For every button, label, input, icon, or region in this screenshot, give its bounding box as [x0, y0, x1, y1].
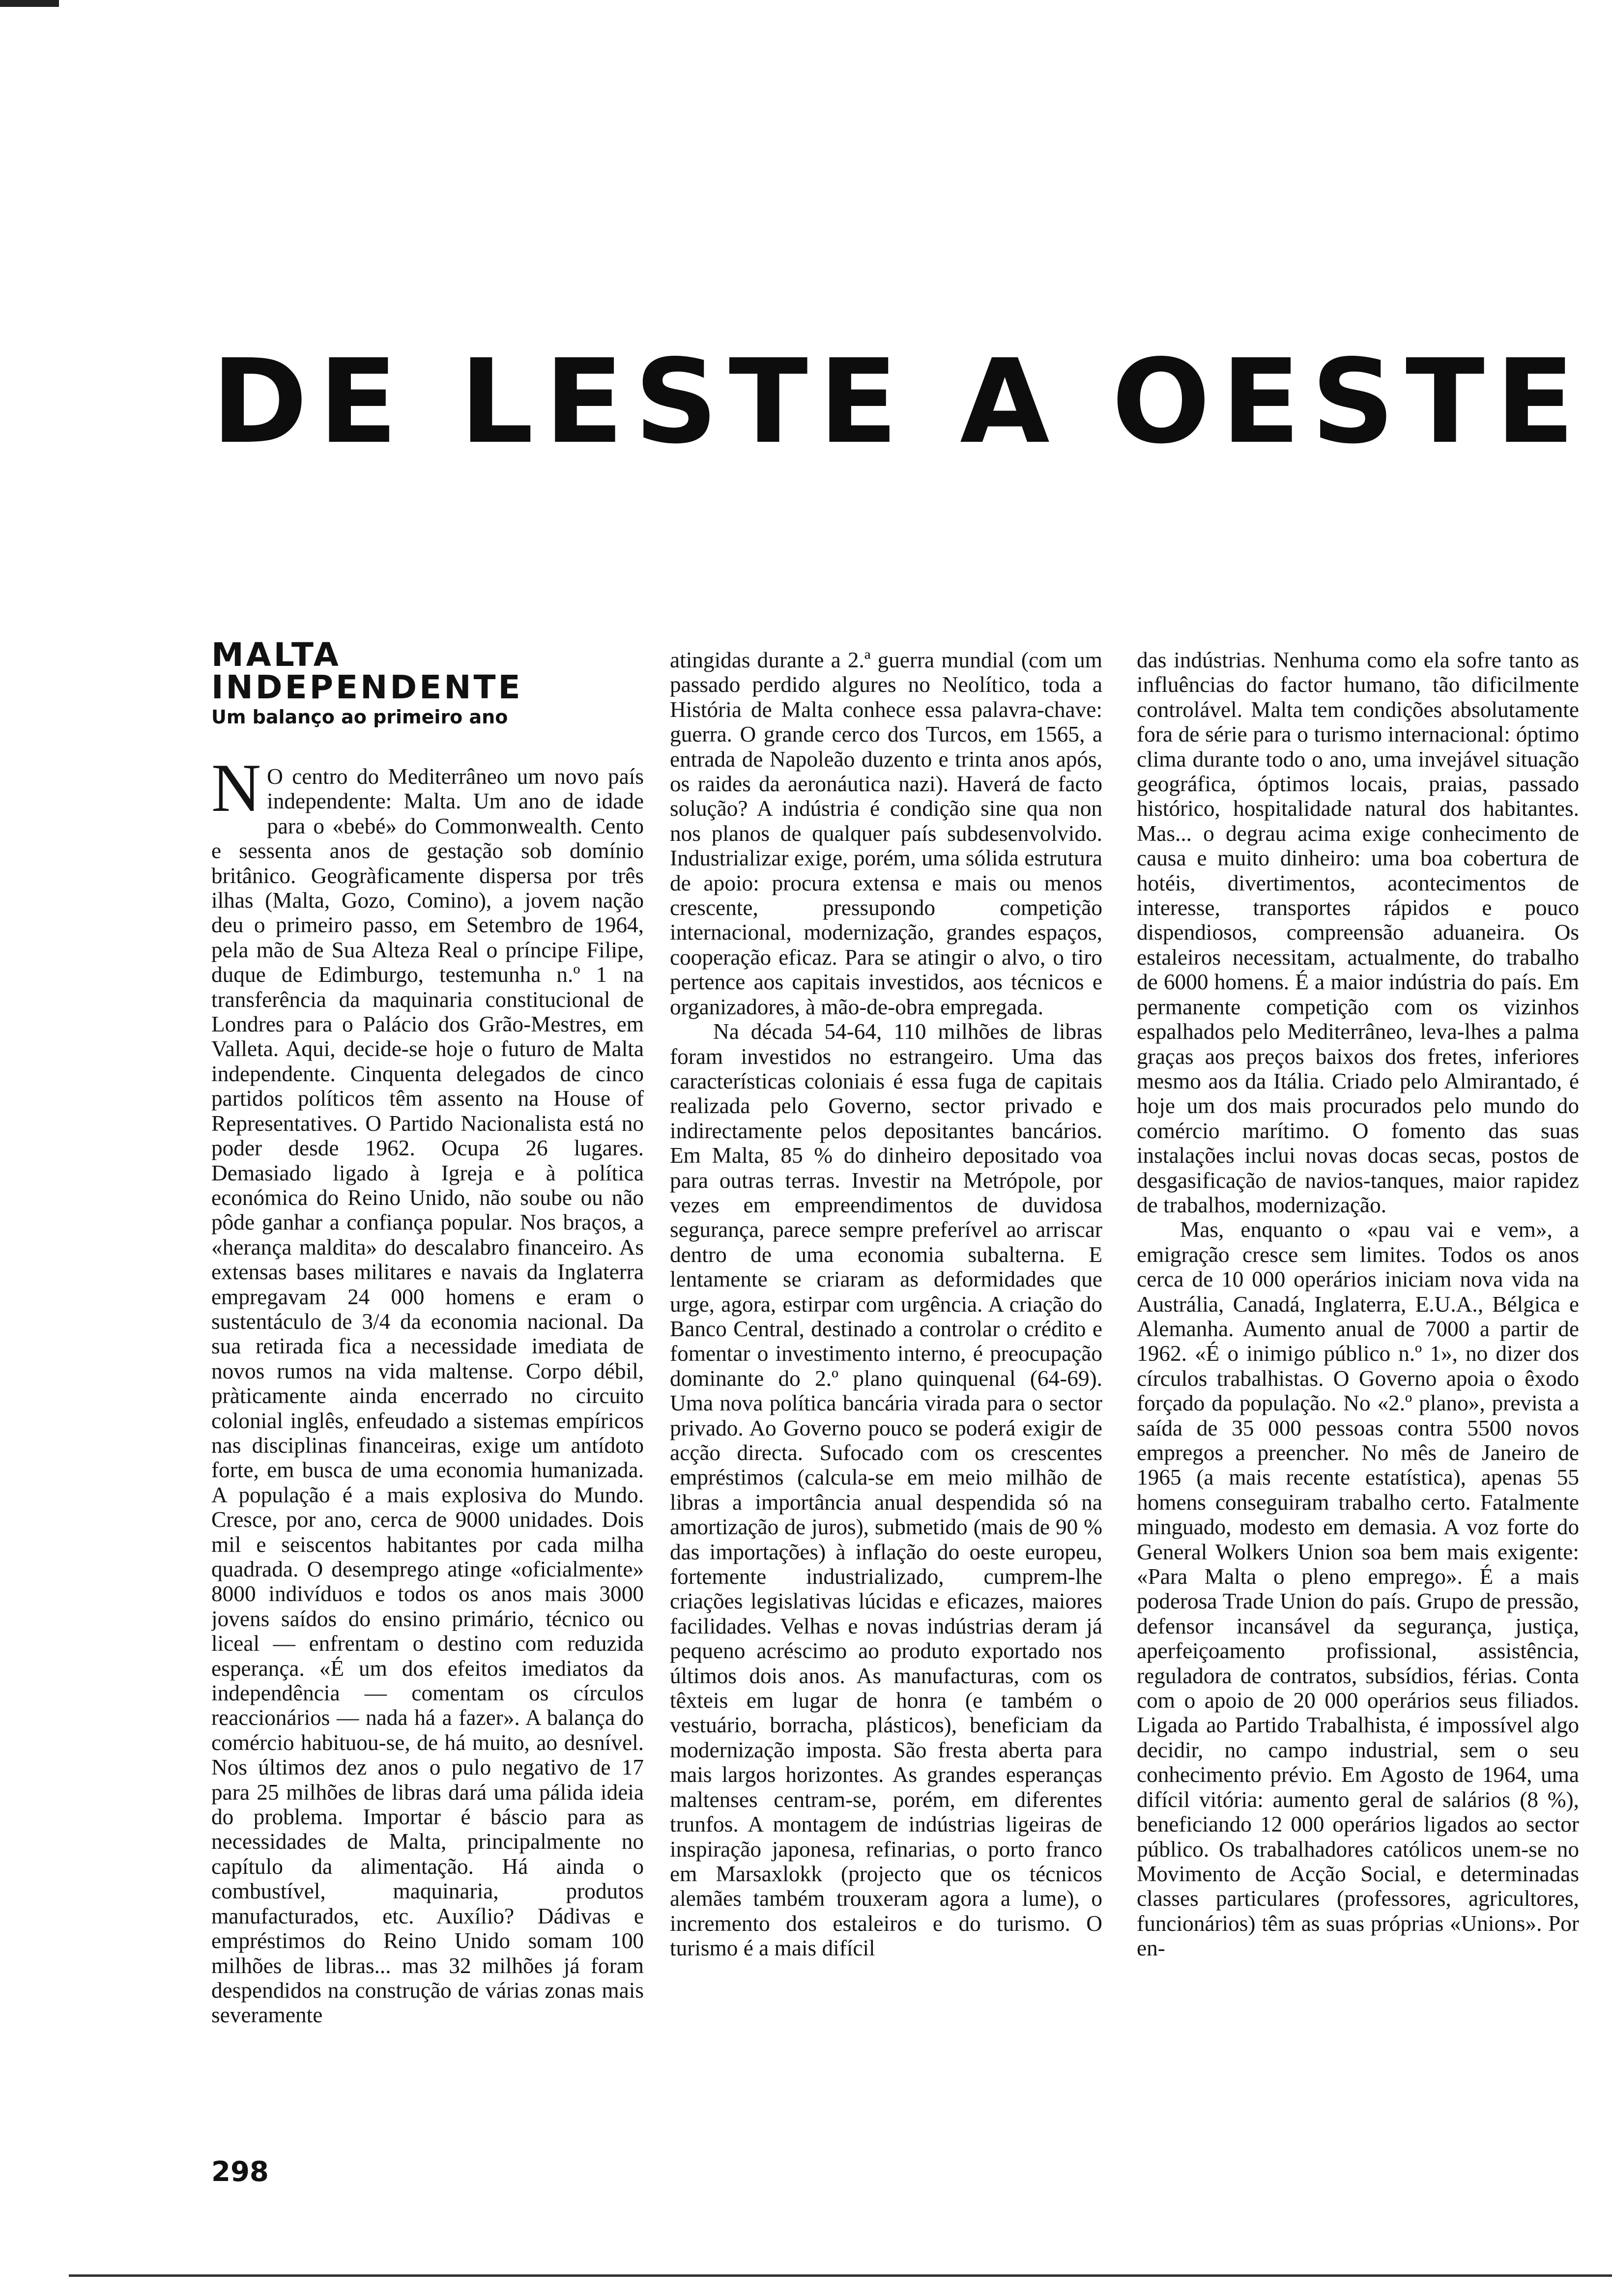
- page-number: 298: [211, 2156, 269, 2188]
- article-lead-text: O centro do Mediterrâneo um novo país independente: Malta. Um ano de idade para o «bebé» do Commonwealth. Cento e sessenta anos de gestação sob domínio britânico. Geogràficamente dispersa por três ilhas (Malta, Gozo, Comino), a jovem nação deu o primeiro passo, em Setembro de 1964, pela mão de Sua Alteza Real o príncipe Filipe, duque de Edimburgo, testemunha n.º 1 na transferência da maquinaria constitucional de Londres para o Palácio dos Grão-Mestres, em Valleta. Aqui, decide-se hoje o futuro de Malta independente. Cinquenta delegados de cinco partidos políticos têm assento na House of Representatives. O Partido Nacionalista está no poder desde 1962. Ocupa 26 lugares. Demasiado ligado à Igreja e à política económica do Reino Unido, não soube ou não pôde ganhar a confiança popular. Nos braços, a «herança maldita» do descalabro financeiro. As extensas bases militares e navais da Inglaterra empregavam 24 000 homens e eram o sustentáculo de 3/4 da economia nacional. Da sua retirada fica a necessidade imediata de novos rumos na vida maltense. Corpo débil, pràticamente ainda encerrado no circuito colonial inglês, enfeudado a sistemas empíricos nas disciplinas financeiras, exige um antídoto forte, em busca de uma economia humanizada. A população é a mais explosiva do Mundo. Cresce, por ano, cerca de 9000 unidades. Dois mil e seiscentos habitantes por cada milha quadrada. O desemprego atinge «oficialmente» 8000 indivíduos e todos os anos mais 3000 jovens saídos do ensino primário, técnico ou liceal — enfrentam o destino com reduzida esperança. «É um dos efeitos imediatos da independência — comentam os círculos reaccionários — nada há a fazer». A balança do comércio habituou-se, de há muito, ao desnível. Nos últimos dez anos o pulo negativo de 17 para 25 milhões de libras dará uma pálida ideia do problema. Importar é báscio para as necessidades de Malta, principalmente no capítulo da alimentação. Há ainda o combustível, maquinaria, produtos manufacturados, etc. Auxílio? Dádivas e empréstimos do Reino Unido somam 100 milhões de libras... mas 32 milhões já foram despendidos na construção de várias zonas mais severamente: [211, 764, 644, 2028]
- article-column-2: [670, 648, 1102, 2161]
- article-paragraph: [211, 764, 644, 2028]
- page-title: DE LESTE A OESTE: [211, 334, 1586, 469]
- article-subtitle: Um balanço ao primeiro ano: [211, 706, 508, 728]
- article-paragraph: Mas, enquanto o «pau vai e vem», a emigração cresce sem limites. Todos os anos cerca de 10 000 operários iniciam nova vida na Austrália, Canadá, Inglaterra, E.U.A., Bélgica e Alemanha. Aumento anual de 7000 a partir de 1962. «É o inimigo público n.º 1», no dizer dos círculos trabalhistas. O Governo apoia o êxodo forçado da população. No «2.º plano», prevista a saída de 35 000 pessoas contra 5500 novos empregos a preencher. No mês de Janeiro de 1965 (a mais recente estatística), apenas 55 homens conseguiram trabalho certo. Fatalmente minguado, modesto em demasia. A voz forte do General Wolkers Union soa bem mais exigente: «Para Malta o pleno emprego». É a mais poderosa Trade Union do país. Grupo de pressão, defensor incansável da segurança, justiça, aperfeiçoamento profissional, assistência, reguladora de contratos, subsídios, férias. Conta com o apoio de 20 000 operários seus filiados. Ligada ao Partido Trabalhista, é impossível algo decidir, no campo industrial, sem o seu conhecimento prévio. Em Agosto de 1964, uma difícil vitória: aumento geral de salários (8 %), beneficiando 12 000 operários ligados ao sector público. Os trabalhadores católicos unem-se no Movimento de Acção Social, e determinadas classes particulares (professores, agricultores, funcionários) têm as suas próprias «Unions». Por en-: [1137, 1217, 1579, 1961]
- page-bottom-rule: [69, 2274, 1612, 2277]
- section-title: MALTA INDEPENDENTE: [211, 636, 523, 706]
- article-paragraph: Na década 54-64, 110 milhões de libras foram investidos no estrangeiro. Uma das características coloniais é essa fuga de capitais realizada pelo Governo, sector privado e indirectamente pelos depositantes bancários. Em Malta, 85 % do dinheiro depositado voa para outras terras. Investir na Metrópole, por vezes em empreendimentos de duvidosa segurança, parece sempre preferível ao arriscar dentro de uma economia subalterna. E lentamente se criaram as deformidades que urge, agora, estirpar com urgência. A criação do Banco Central, destinado a controlar o crédito e fomentar o investimento interno, é preocupação dominante do 2.º plano quinquenal (64-69). Uma nova política bancária virada para o sector privado. Ao Governo pouco se poderá exigir de acção directa. Sufocado com os crescentes empréstimos (calcula-se em meio milhão de libras a importância anual despendida só na amortização de juros), submetido (mais de 90 % das importações) à inflação do oeste europeu, fortemente industrializado, cumprem-lhe criações legislativas lúcidas e eficazes, maiores facilidades. Velhas e novas indústrias deram já pequeno acréscimo ao produto exportado nos últimos dois anos. As manufacturas, com os têxteis em lugar de honra (e também o vestuário, borracha, plásticos), beneficiam da modernização imposta. São fresta aberta para mais largos horizontes. As grandes esperanças maltenses centram-se, porém, em diferentes trunfos. A montagem de indústrias ligeiras de inspiração japonesa, refinarias, o porto franco em Marsaxlokk (projecto que os técnicos alemães também trouxeram agora a lume), o incremento dos estaleiros e do turismo. O turismo é a mais difícil: [670, 1019, 1102, 1961]
- article-column-3: [1137, 648, 1579, 2161]
- drop-cap: N: [211, 764, 261, 826]
- scan-corner-mark: [0, 0, 59, 7]
- article-paragraph: atingidas durante a 2.ª guerra mundial (com um passado perdido algures no Neolítico, toda a História de Malta conhece essa palavra-chave: guerra. O grande cerco dos Turcos, em 1565, a entrada de Napoleão duzento e trinta anos após, os raides da aeronáutica nazi). Haverá de facto solução? A indústria é condição sine qua non nos planos de qualquer país subdesenvolvido. Industrializar exige, porém, uma sólida estrutura de apoio: procura extensa e mais ou menos crescente, pressupondo competição internacional, modernização, grandes espaços, cooperação eficaz. Para se atingir o alvo, o tiro pertence aos capitais investidos, aos técnicos e organizadores, à mão-de-obra empregada.: [670, 648, 1102, 1019]
- article-paragraph: das indústrias. Nenhuma como ela sofre tanto as influências do factor humano, tão dificilmente controlável. Malta tem condições absolutamente fora de série para o turismo internacional: óptimo clima durante todo o ano, uma invejável situação geográfica, óptimos locais, praias, passado histórico, hospitalidade natural dos habitantes. Mas... o degrau acima exige conhecimento de causa e muito dinheiro: uma boa cobertura de hotéis, divertimentos, acontecimentos de interesse, transportes rápidos e pouco dispendiosos, compreensão aduaneira. Os estaleiros necessitam, actualmente, do trabalho de 6000 homens. É a maior indústria do país. Em permanente competição com os vizinhos espalhados pelo Mediterrâneo, leva-lhes a palma graças aos preços baixos dos fretes, inferiores mesmo aos da Itália. Criado pelo Almirantado, é hoje um dos mais procurados pelo mundo do comércio marítimo. O fomento das suas instalações inclui novas docas secas, postos de desgasificação de navios-tanques, maior rapidez de trabalhos, modernização.: [1137, 648, 1579, 1217]
- article-column-1: [211, 764, 644, 2160]
